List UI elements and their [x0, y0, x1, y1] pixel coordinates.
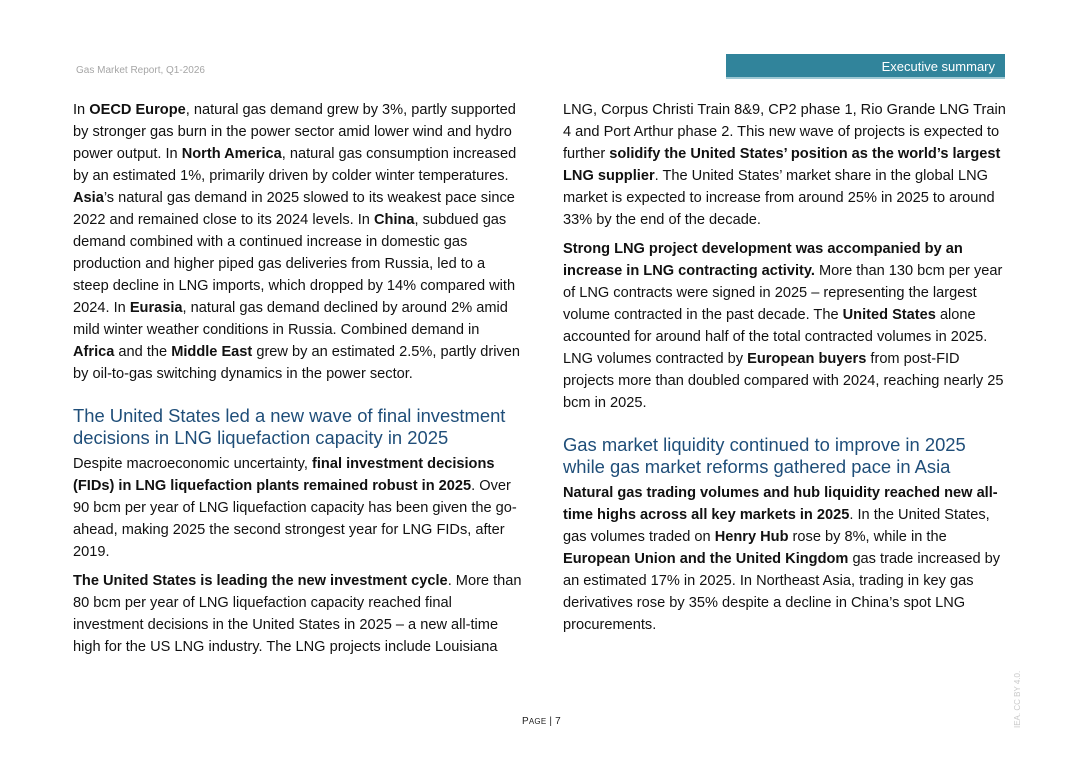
report-title: Gas Market Report, Q1-2026: [76, 65, 205, 76]
section-heading-us-fids: The United States led a new wave of final investment decisions in LNG liquefaction capacity in 2025: [73, 405, 506, 448]
paragraph-us-supplier: LNG, Corpus Christi Train 8&9, CP2 phase 1, Rio Grande LNG Train 4 and Port Arthur phase 2. This new wave of projects is expected to further solidify the United States’ position as the world’s largest LNG supplier. The United States’ market share in the global LNG market is expected to increase from around 25% in 2025 to around 33% by the end of the decade.: [563, 102, 1006, 228]
section-heading-liquidity: Gas market liquidity continued to improve in 2025 while gas market reforms gathered pace in Asia: [563, 434, 966, 477]
paragraph-regional-demand: In OECD Europe, natural gas demand grew by 3%, partly supported by stronger gas burn in the power sector amid lower wind and hydro power output. In North America, natural gas consumption increased by an estimated 1%, primarily driven by colder winter temperatures. Asia’s natural gas demand in 2025 slowed to its weakest pace since 2022 and remained close to its 2024 levels. In China, subdued gas demand combined with a continued increase in domestic gas production and higher piped gas deliveries from Russia, led to a steep decline in LNG imports, which dropped by 14% compared with 2024. In Eurasia, natural gas demand declined by around 2% amid mild winter weather conditions in Russia. Combined demand in Africa and the Middle East grew by an estimated 2.5%, partly driven by oil-to-gas switching dynamics in the power sector.: [73, 102, 520, 382]
paragraph-us-investment: The United States is leading the new investment cycle. More than 80 bcm per year of LNG liquefaction capacity reached final investment decisions in the United States in 2025 – a new all-time high for the US LNG industry. The LNG projects include Louisiana: [73, 573, 522, 655]
paragraph-trading-volumes: Natural gas trading volumes and hub liquidity reached new all-time highs across all key markets in 2025. In the United States, gas volumes traded on Henry Hub rose by 8%, while in the European Union and the United Kingdom gas trade increased by an estimated 17% in 2025. In Northeast Asia, trading in key gas derivatives rose by 35% despite a decline in China’s spot LNG procurements.: [563, 485, 1001, 633]
section-banner: [726, 54, 1005, 79]
paragraph-fids: Despite macroeconomic uncertainty, final investment decisions (FIDs) in LNG liquefaction plants remained robust in 2025. Over 90 bcm per year of LNG liquefaction capacity has been given the go-ahead, making 2025 the second strongest year for LNG FIDs, after 2019.: [73, 456, 517, 560]
license-note: IEA. CC BY 4.0.: [1013, 670, 1022, 728]
right-column: [563, 99, 1008, 643]
paragraph-lng-contracting: Strong LNG project development was accompanied by an increase in LNG contracting activity. More than 130 bcm per year of LNG contracts were signed in 2025 – representing the largest volume contracted in the past decade. The United States alone accounted for around half of the total contracted volumes in 2025. LNG volumes contracted by European buyers from post-FID projects more than doubled compared with 2024, reaching nearly 25 bcm in 2025.: [563, 241, 1004, 411]
section-label: Executive summary: [881, 59, 995, 74]
left-column: [73, 99, 523, 665]
page-number: PAGE | 7: [522, 716, 561, 727]
